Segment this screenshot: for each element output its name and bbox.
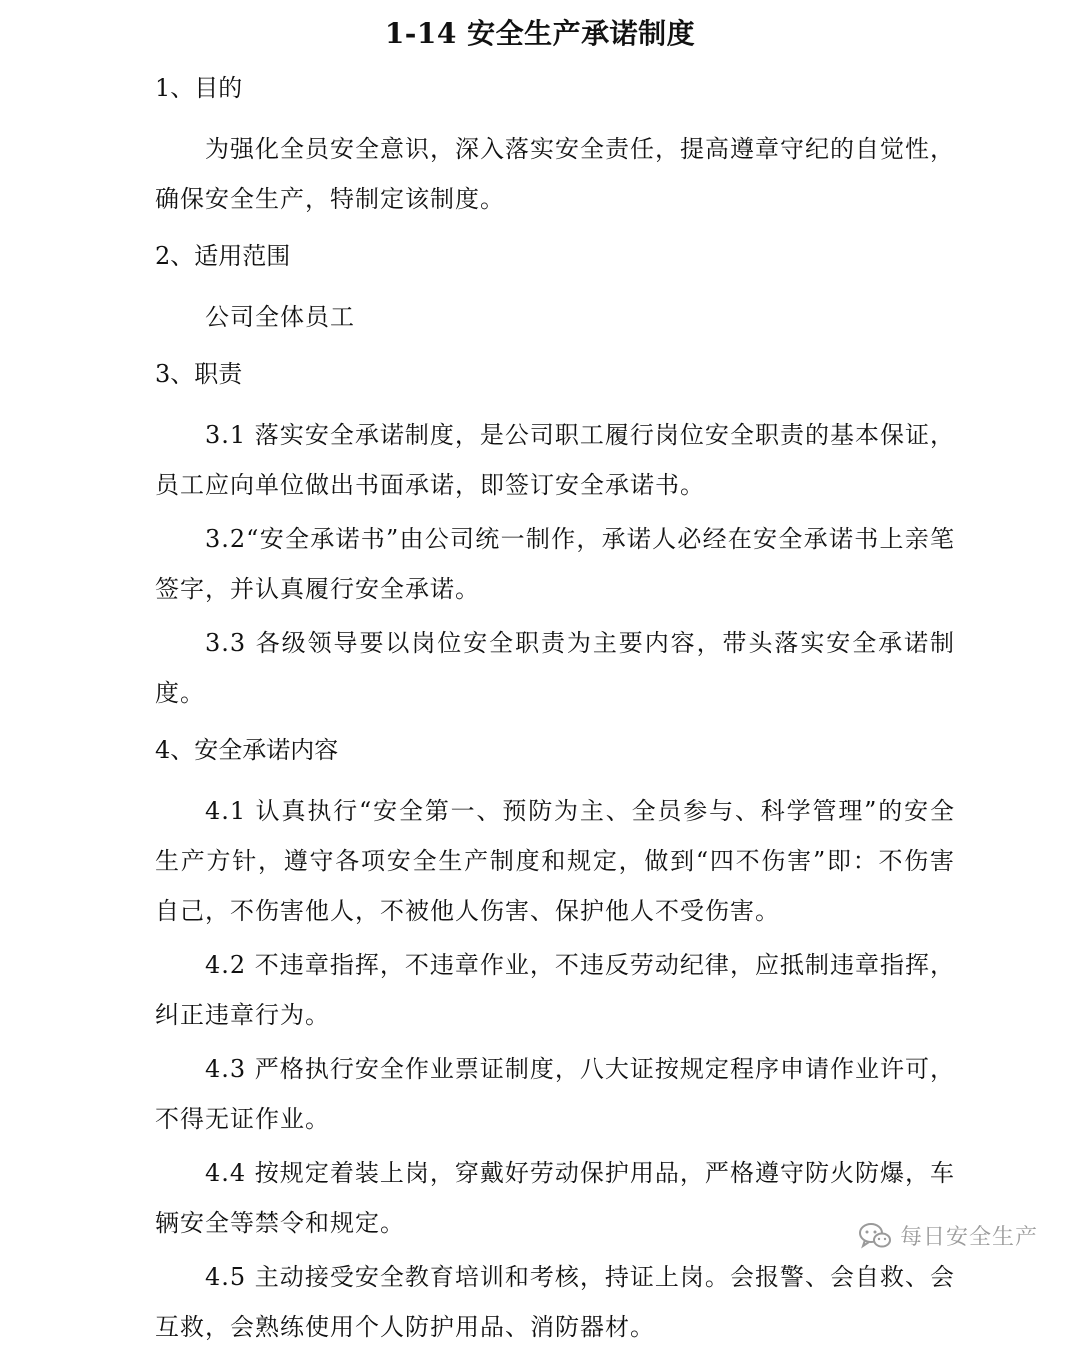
section-paragraph: 4.2 不违章指挥，不违章作业，不违反劳动纪律，应抵制违章指挥，纠正违章行为。 (155, 951, 955, 1029)
section-paragraph: 4.3 严格执行安全作业票证制度，八大证按规定程序申请作业许可，不得无证作业。 (155, 1055, 955, 1133)
section-paragraph: 为强化全员安全意识，深入落实安全责任，提高遵章守纪的自觉性，确保安全生产，特制定该制度。 (155, 135, 955, 213)
section-paragraph: 公司全体员工 (205, 303, 355, 331)
watermark (852, 1218, 1044, 1253)
section-paragraph: 3.2“安全承诺书”由公司统一制作，承诺人必经在安全承诺书上亲笔签字，并认真履行安全承诺。 (155, 525, 955, 603)
section-heading-scope: 2、适用范围 (155, 242, 291, 270)
section-paragraph: 3.3 各级领导要以岗位安全职责为主要内容，带头落实安全承诺制度。 (155, 629, 955, 707)
section-paragraph: 3.1 落实安全承诺制度，是公司职工履行岗位安全职责的基本保证，员工应向单位做出书面承诺，即签订安全承诺书。 (155, 421, 955, 499)
section-paragraph: 4.1 认真执行“安全第一、预防为主、全员参与、科学管理”的安全生产方针，遵守各项安全生产制度和规定，做到“四不伤害”即：不伤害自己，不伤害他人，不被他人伤害、保护他人不受伤害。 (155, 797, 955, 925)
watermark-text: 每日安全生产 (899, 1225, 1038, 1250)
section-paragraph: 4.5 主动接受安全教育培训和考核，持证上岗。会报警、会自救、会互救，会熟练使用个人防护用品、消防器材。 (155, 1263, 955, 1341)
page-title: 1-14 安全生产承诺制度 (384, 17, 696, 50)
section-heading-commitment: 4、安全承诺内容 (155, 736, 339, 764)
wechat-icon (858, 1221, 892, 1251)
section-heading-purpose: 1、目的 (155, 74, 243, 102)
section-paragraph: 4.4 按规定着装上岗，穿戴好劳动保护用品，严格遵守防火防爆，车辆安全等禁令和规定。 (155, 1159, 955, 1237)
section-heading-duties: 3、职责 (155, 360, 243, 388)
document-body (155, 68, 955, 1356)
